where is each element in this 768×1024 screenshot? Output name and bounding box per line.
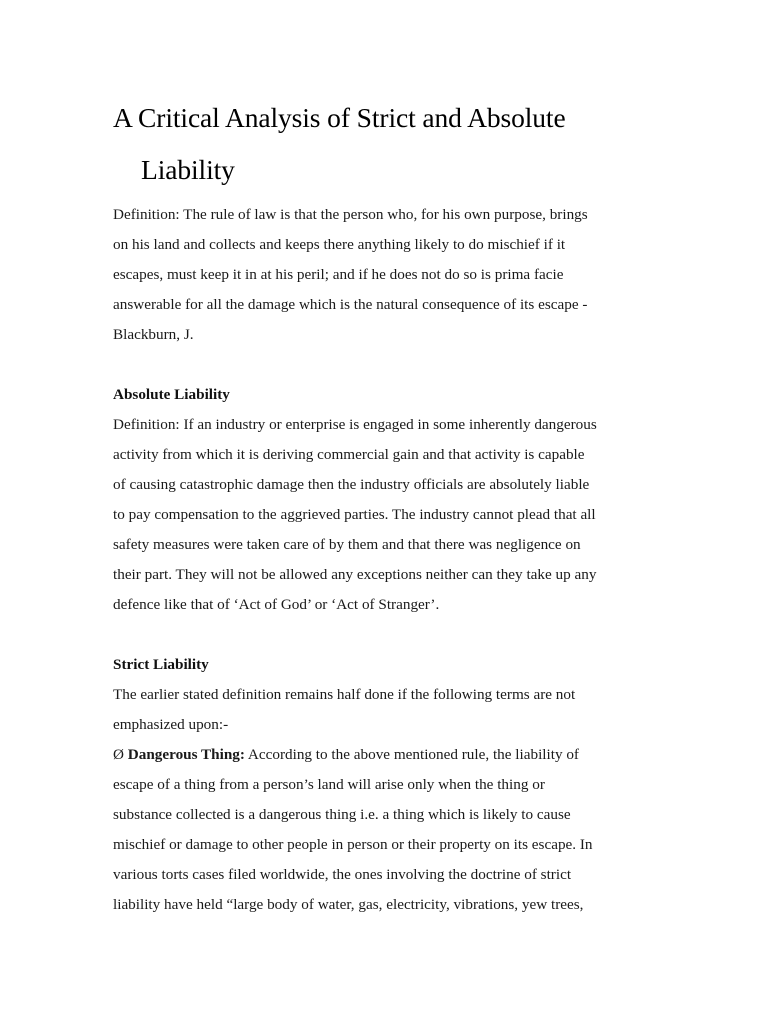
- bullet-first-line: [113, 740, 658, 770]
- text-line: mischief or damage to other people in person or their property on its escape. In: [113, 836, 593, 853]
- document-page: [113, 92, 658, 920]
- text-line: liability have held “large body of water, gas, electricity, vibrations, yew trees,: [113, 896, 584, 913]
- absolute-liability-heading: Absolute Liability: [113, 386, 230, 403]
- text-line: their part. They will not be allowed any exceptions neither can they take up any: [113, 566, 597, 583]
- text-line: The earlier stated definition remains half done if the following terms are not: [113, 686, 576, 703]
- bullet-marker: Ø: [113, 746, 124, 763]
- text-line: defence like that of ‘Act of God’ or ‘Act of Stranger’.: [113, 596, 440, 613]
- text-line: various torts cases filed worldwide, the ones involving the doctrine of strict: [113, 866, 572, 883]
- bullet-first-line-text: According to the above mentioned rule, the liability of: [244, 746, 579, 763]
- title-line-2: Liability: [141, 154, 235, 185]
- text-line: answerable for all the damage which is the natural consequence of its escape -: [113, 296, 588, 313]
- strict-liability-heading: Strict Liability: [113, 656, 209, 673]
- text-line: substance collected is a dangerous thing i.e. a thing which is likely to cause: [113, 806, 571, 823]
- document-title: [113, 92, 658, 196]
- title-line-1: A Critical Analysis of Strict and Absolute: [113, 102, 566, 133]
- intro-definition-paragraph: [113, 200, 658, 350]
- text-line: activity from which it is deriving commercial gain and that activity is capable: [113, 446, 585, 463]
- text-line: escapes, must keep it in at his peril; and if he does not do so is prima facie: [113, 266, 564, 283]
- text-line: escape of a thing from a person’s land will arise only when the thing or: [113, 776, 545, 793]
- strict-liability-paragraph: [113, 680, 658, 920]
- text-line: on his land and collects and keeps there anything likely to do mischief if it: [113, 236, 566, 253]
- text-line: emphasized upon:-: [113, 716, 229, 733]
- bullet-term: Dangerous Thing:: [127, 746, 245, 763]
- text-line: to pay compensation to the aggrieved parties. The industry cannot plead that all: [113, 506, 596, 523]
- absolute-liability-paragraph: [113, 410, 658, 620]
- text-line: Definition: If an industry or enterprise is engaged in some inherently dangerous: [113, 416, 597, 433]
- text-line: Definition: The rule of law is that the person who, for his own purpose, brings: [113, 206, 588, 223]
- text-line: of causing catastrophic damage then the industry officials are absolutely liable: [113, 476, 590, 493]
- text-line: Blackburn, J.: [113, 326, 194, 343]
- text-line: safety measures were taken care of by them and that there was negligence on: [113, 536, 581, 553]
